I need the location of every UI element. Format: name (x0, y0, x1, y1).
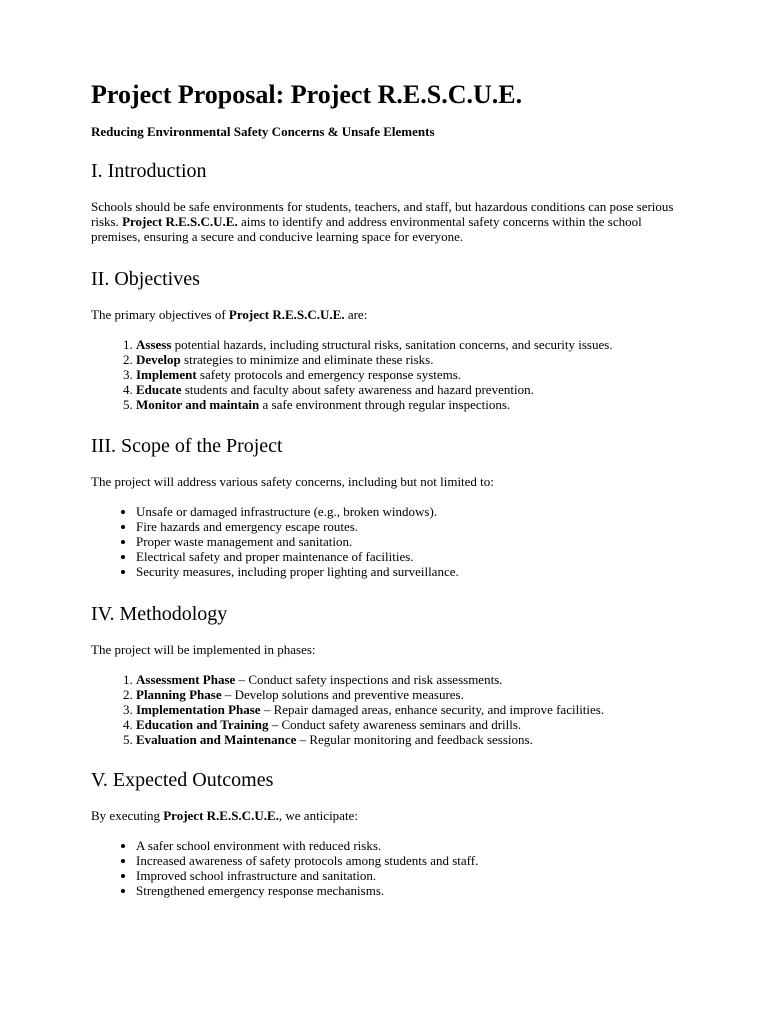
list-item-bold: Implement (136, 367, 197, 382)
list-item: • Improved school infrastructure and sanitation. (136, 868, 691, 883)
list-item-bold: Monitor and maintain (136, 397, 260, 412)
outcomes-intro-bold: Project R.E.S.C.U.E. (163, 808, 279, 823)
section-methodology (91, 602, 691, 747)
list-item: • Fire hazards and emergency escape routes. (136, 519, 691, 534)
list-item-bold: Assessment Phase (136, 672, 236, 687)
list-item-bold: Education and Training (136, 717, 269, 732)
list-item-text: – Develop solutions and preventive measures. (221, 687, 464, 702)
objectives-intro-bold: Project R.E.S.C.U.E. (228, 307, 345, 322)
list-item-text: students and faculty about safety awareness and hazard prevention. (181, 382, 534, 397)
introduction-text-before: Schools should be safe environments for students, teachers, and staff, but hazardous conditions can pose serious risks. (91, 199, 674, 229)
list-item-text: – Regular monitoring and feedback sessions. (296, 732, 533, 747)
list-item-text: – Repair damaged areas, enhance security, and improve facilities. (260, 702, 605, 717)
document-subtitle: Reducing Environmental Safety Concerns & Unsafe Elements (91, 124, 435, 139)
list-item-text: – Conduct safety awareness seminars and drills. (268, 717, 522, 732)
list-item (136, 687, 691, 702)
document-title: Project Proposal: Project R.E.S.C.U.E. (91, 80, 523, 109)
list-item-text: potential hazards, including structural risks, sanitation concerns, and security issues. (171, 337, 613, 352)
list-item-bold: Develop (136, 352, 181, 367)
objectives-heading: II. Objectives (91, 268, 200, 290)
list-item-bold: Educate (136, 382, 182, 397)
list-item (136, 367, 691, 382)
list-item (136, 717, 691, 732)
list-item (136, 702, 691, 717)
list-item (136, 382, 691, 397)
list-item: • Unsafe or damaged infrastructure (e.g., broken windows). (136, 504, 691, 519)
scope-list (91, 504, 691, 579)
introduction-project-name: Project R.E.S.C.U.E. (122, 214, 238, 229)
outcomes-intro-before: By executing (91, 808, 164, 823)
introduction-text-after: aims to identify and address environmental safety concerns within the school premises, ensuring a secure and conducive learning space for everyone. (91, 214, 642, 244)
methodology-intro: The project will be implemented in phases: (91, 642, 316, 657)
list-item (136, 352, 691, 367)
introduction-heading: I. Introduction (91, 160, 207, 182)
list-item: • A safer school environment with reduced risks. (136, 838, 691, 853)
list-item-bold: Evaluation and Maintenance (136, 732, 297, 747)
section-introduction (91, 159, 691, 244)
list-item-text: a safe environment through regular inspections. (259, 397, 511, 412)
list-item: • Electrical safety and proper maintenance of facilities. (136, 549, 691, 564)
list-item: • Strengthened emergency response mechanisms. (136, 883, 691, 898)
section-objectives (91, 267, 691, 412)
list-item (136, 732, 691, 747)
outcomes-intro-after: , we anticipate: (278, 808, 358, 823)
list-item: • Increased awareness of safety protocols among students and staff. (136, 853, 691, 868)
methodology-heading: IV. Methodology (91, 603, 228, 625)
list-item-bold: Assess (136, 337, 172, 352)
outcomes-heading: V. Expected Outcomes (91, 769, 274, 791)
list-item-text: – Conduct safety inspections and risk assessments. (235, 672, 503, 687)
list-item-bold: Planning Phase (136, 687, 222, 702)
list-item (136, 337, 691, 352)
section-outcomes (91, 768, 691, 898)
objectives-intro-after: are: (344, 307, 368, 322)
introduction-paragraph (91, 199, 691, 244)
list-item-text: strategies to minimize and eliminate these risks. (180, 352, 434, 367)
list-item (136, 672, 691, 687)
section-scope (91, 434, 691, 579)
outcomes-list (91, 838, 691, 898)
document-page (91, 80, 691, 898)
objectives-intro-before: The primary objectives of (91, 307, 229, 322)
list-item: • Proper waste management and sanitation. (136, 534, 691, 549)
scope-intro: The project will address various safety concerns, including but not limited to: (91, 474, 494, 489)
list-item: • Security measures, including proper lighting and surveillance. (136, 564, 691, 579)
list-item-bold: Implementation Phase (136, 702, 261, 717)
outcomes-intro (91, 808, 691, 823)
list-item (136, 397, 691, 412)
list-item-text: safety protocols and emergency response systems. (196, 367, 462, 382)
methodology-list (91, 672, 691, 747)
objectives-list (91, 337, 691, 412)
scope-heading: III. Scope of the Project (91, 435, 283, 457)
objectives-intro (91, 307, 691, 322)
